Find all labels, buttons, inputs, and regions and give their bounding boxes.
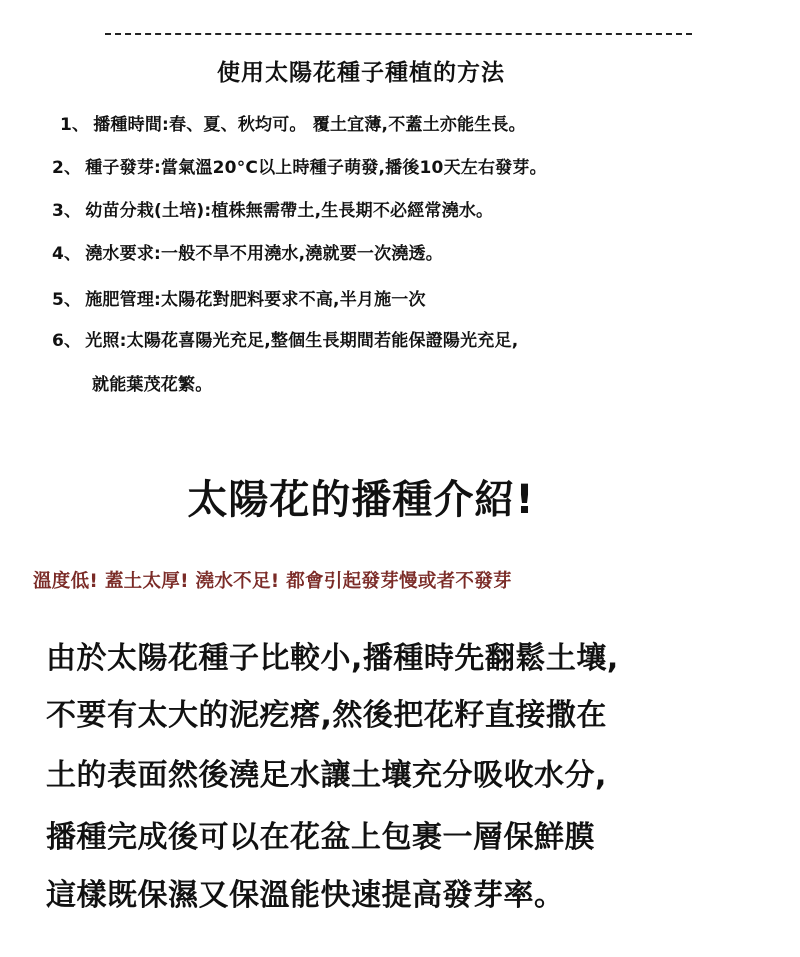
page-title: 使用太陽花種子種植的方法 xyxy=(217,60,505,86)
step-number: 6、 xyxy=(52,331,82,351)
steps-list xyxy=(0,0,800,420)
step-number: 2、 xyxy=(52,158,82,178)
body-line: 土的表面然後澆足水讓土壤充分吸收水分, xyxy=(46,758,607,793)
step-item xyxy=(52,326,518,351)
step-number: 4、 xyxy=(52,244,82,264)
step-item xyxy=(52,239,443,264)
body-line: 不要有太大的泥疙瘩,然後把花籽直接撒在 xyxy=(46,698,607,733)
body-line: 播種完成後可以在花盆上包裹一層保鮮膜 xyxy=(46,820,595,855)
warning-text: 溫度低! 蓋土太厚! 澆水不足! 都會引起發芽慢或者不發芽 xyxy=(33,571,512,592)
step-number: 1、 xyxy=(60,115,90,135)
step-number: 5、 xyxy=(52,290,82,310)
step-item xyxy=(52,153,547,178)
section-headline: 太陽花的播種介紹! xyxy=(187,477,535,523)
step-continuation: 就能葉茂花繁。 xyxy=(92,375,213,395)
body-line: 這樣既保濕又保溫能快速提高發芽率。 xyxy=(46,878,565,913)
step-text: 幼苗分栽(土培):植株無需帶土,生長期不必經常澆水。 xyxy=(85,201,494,221)
step-text: 播種時間:春、夏、秋均可。 覆土宜薄,不蓋土亦能生長。 xyxy=(93,115,526,135)
step-item xyxy=(60,110,526,135)
step-item xyxy=(52,285,426,310)
step-item xyxy=(52,196,493,221)
step-number: 3、 xyxy=(52,201,82,221)
step-text: 澆水要求:一般不旱不用澆水,澆就要一次澆透。 xyxy=(85,244,443,264)
step-text: 施肥管理:太陽花對肥料要求不高,半月施一次 xyxy=(85,290,426,310)
step-text: 種子發芽:當氣溫20°C以上時種子萌發,播後10天左右發芽。 xyxy=(85,158,547,178)
step-text: 光照:太陽花喜陽光充足,整個生長期間若能保證陽光充足, xyxy=(85,331,519,351)
body-line: 由於太陽花種子比較小,播種時先翻鬆土壤, xyxy=(46,641,619,676)
